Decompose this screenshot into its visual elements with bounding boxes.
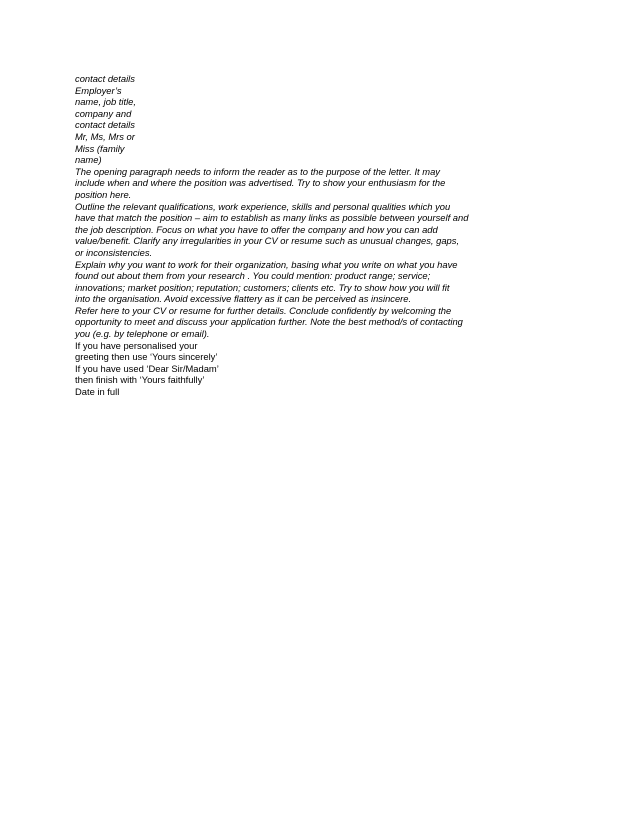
text-line: If you have used ‘Dear Sir/Madam’ (75, 362, 219, 374)
text-line: Date in full (75, 386, 120, 398)
text-line: If you have personalised your (75, 339, 198, 351)
text-line: or inconsistencies. (75, 246, 153, 258)
text-line: Explain why you want to work for their organization, basing what you write on what you have (75, 258, 458, 270)
text-line: company and (75, 107, 132, 119)
text-line: then finish with ‘Yours faithfully’ (75, 374, 205, 386)
text-line: Outline the relevant qualifications, work experience, skills and personal qualities which you (75, 200, 451, 212)
text-line: include when and where the position was advertised. Try to show your enthusiasm for the (75, 177, 446, 189)
text-line: innovations; market position; reputation; customers; clients etc. Try to show how you will fit (75, 281, 450, 293)
text-line: have that match the position – aim to establish as many links as possible between yourself and (75, 212, 469, 224)
text-line: Mr, Ms, Mrs or (75, 130, 135, 142)
text-line: value/benefit. Clarify any irregularities in your CV or resume such as unusual changes, gaps, (75, 235, 460, 247)
text-line: position here. (75, 188, 132, 200)
text-line: found out about them from your research . You could mention: product range; service; (75, 270, 431, 282)
text-line: into the organisation. Avoid excessive flattery as it can be perceived as insincere. (75, 293, 412, 305)
text-line: greeting then use ‘Yours sincerely’ (75, 351, 218, 363)
text-line: opportunity to meet and discuss your application further. Note the best method/s of contacting (75, 316, 463, 328)
text-line: Refer here to your CV or resume for further details. Conclude confidently by welcoming the (75, 304, 452, 316)
text-line: Employer’s (75, 84, 122, 96)
text-line: name, job title, (75, 96, 136, 108)
letter-guidance-text (75, 73, 515, 398)
text-line: contact details (75, 119, 135, 131)
text-line: name) (75, 154, 102, 166)
text-line: you (e.g. by telephone or email). (75, 328, 210, 340)
text-line: the job description. Focus on what you have to offer the company and how you can add (75, 223, 438, 235)
text-line: Miss (family (75, 142, 125, 154)
text-line: contact details (75, 73, 135, 84)
text-line: The opening paragraph needs to inform the reader as to the purpose of the letter. It may (75, 165, 440, 177)
